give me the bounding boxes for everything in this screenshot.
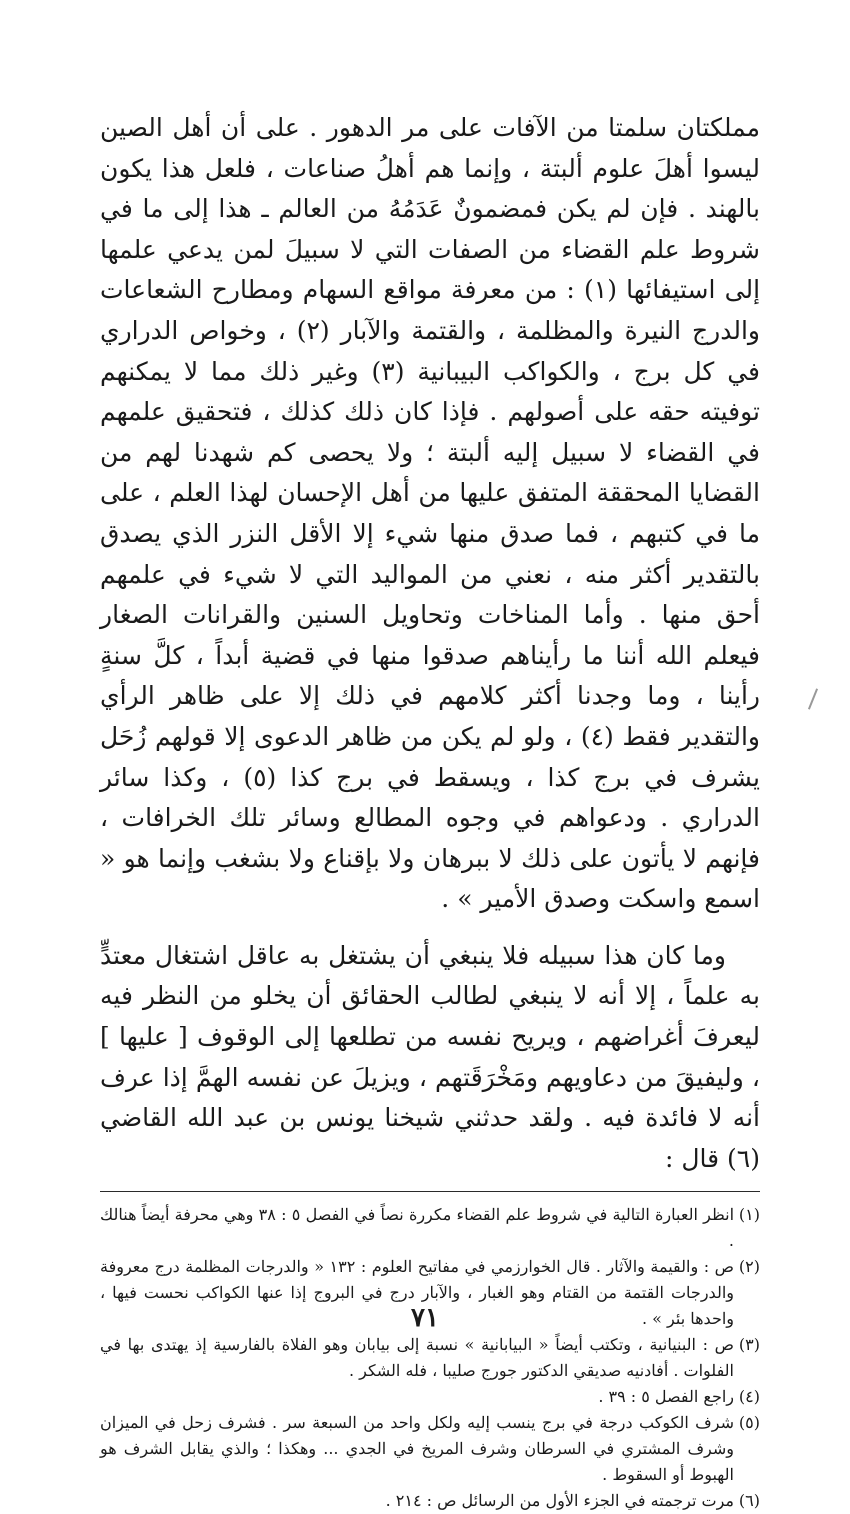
- body-paragraph-1: مملكتان سلمتا من الآفات على مر الدهور . على أن أهل الصين ليسوا أهلَ علوم ألبتة ، وإنما هم أهلُ صناعات ، فلعل هذا يكون بالهند . فإن لم يكن فمضمونٌ عَدَمُهُ من العالم ـ هذا إلى ما في شروط علم القضاء من الصفات التي لا سبيلَ لمن يدعي علمها إلى استيفائها (١) : من معرفة مواقع السهام ومطارح الشعاعات والدرج النيرة والمظلمة ، والقتمة والآبار (٢) ، وخواص الدراري في كل برج ، والكواكب البيبانية (٣) وغير ذلك مما لا يمكنهم توفيته حقه على أصولهم . فإذا كان ذلك كذلك ، فتحقيق علمهم في القضاء لا سبيل إليه ألبتة ؛ ولا يحصى كم شهدنا لهم من القضايا المحققة المتفق عليها من أهل الإحسان لهذا العلم ، على ما في كتبهم ، فما صدق منها شيء إلا الأقل النزر الذي يصدق بالتقدير أكثر منه ، نعني من المواليد التي لا شيء في علمهم أحق منها . وأما المناخات وتحاويل السنين والقرانات الصغار فيعلم الله أننا ما رأيناهم صدقوا منها في قضية أبداً ، كلَّ سنةٍ رأينا ، وما وجدنا أكثر كلامهم في ذلك إلا على ظاهر الرأي والتقدير فقط (٤) ، ولو لم يكن من ظاهر الدعوى إلا قولهم زُحَل يشرف في برج كذا ، ويسقط في برج كذا (٥) ، وكذا سائر الدراري . ودعواهم في وجوه المطالع وسائر تلك الخرافات ، فإنهم لا يأتون على ذلك لا ببرهان ولا بإقناع ولا بشغب وإنما هو « اسمع واسكت وصدق الأمير » .: [100, 113, 761, 914]
- footnote-item: [100, 1332, 760, 1384]
- margin-mark: [808, 688, 818, 709]
- page-number: ٧١: [411, 1303, 439, 1333]
- footnote-number: (٢): [738, 1257, 760, 1277]
- footnote-text: شرف الكوكب درجة في برج ينسب إليه ولكل واحد من السبعة سر . فشرف زحل في الميزان وشرف المشتري في السرطان وشرف المريخ في الجدي ... وهكذا ؛ والذي يقابل الشرف هو الهبوط أو السقوط .: [100, 1413, 734, 1485]
- footnote-text: انظر العبارة التالية في شروط علم القضاء مكررة نصاً في الفصل ٥ : ٣٨ وهي محرفة أيضاً هنالك .: [100, 1205, 735, 1251]
- footnote-text: مرت ترجمته في الجزء الأول من الرسائل ص : ٢١٤ .: [385, 1491, 734, 1511]
- footnote-divider: [100, 1191, 760, 1192]
- footnotes-list: [100, 1202, 760, 1514]
- footnote-number: (١): [738, 1205, 760, 1225]
- body-paragraph-2: وما كان هذا سبيله فلا ينبغي أن يشتغل به عاقل اشتغال معتدٍّ به علماً ، إلا أنه لا ينبغي لطالب الحقائق أن يخلو من النظر فيه ليعرفَ أغراضهم ، ويريح نفسه من تطلعها إلى الوقوف [ عليها ] ، وليفيقَ من دعاويهم ومَخْرَقَتهم ، ويزيلَ عن نفسه الهمَّ إذا عرف أنه لا فائدة فيه . ولقد حدثني شيخنا يونس بن عبد الله القاضي (٦) قال :: [100, 940, 760, 1173]
- footnote-item: [100, 1488, 760, 1514]
- footnote-number: (٦): [738, 1491, 760, 1511]
- footnote-item: [100, 1384, 760, 1410]
- footnote-text: راجع الفصل ٥ : ٣٩ .: [598, 1387, 734, 1407]
- footnote-number: (٤): [738, 1387, 760, 1407]
- footnote-text: ص : والقيمة والآثار . قال الخوارزمي في مفاتيح العلوم : ١٣٢ « والدرجات المظلمة درج معروفة والدرجات القتمة من القتام وهو الغبار ، والآبار درج في البروج إذا عنها الكواكب نحست فيها ، واحدها بئر » .: [100, 1257, 734, 1329]
- footnote-text: ص : البنيانية ، وتكتب أيضاً « البيابانية » نسبة إلى بيابان وهو الفلاة بالفارسية إذ يهتدى بها في الفلوات . أفادنيه صديقي الدكتور جورج صليبا ، فله الشكر .: [100, 1335, 734, 1381]
- footnote-number: (٥): [738, 1413, 760, 1433]
- footnote-number: (٣): [738, 1335, 760, 1355]
- footnote-item: [100, 1202, 760, 1254]
- footnote-item: [100, 1410, 760, 1488]
